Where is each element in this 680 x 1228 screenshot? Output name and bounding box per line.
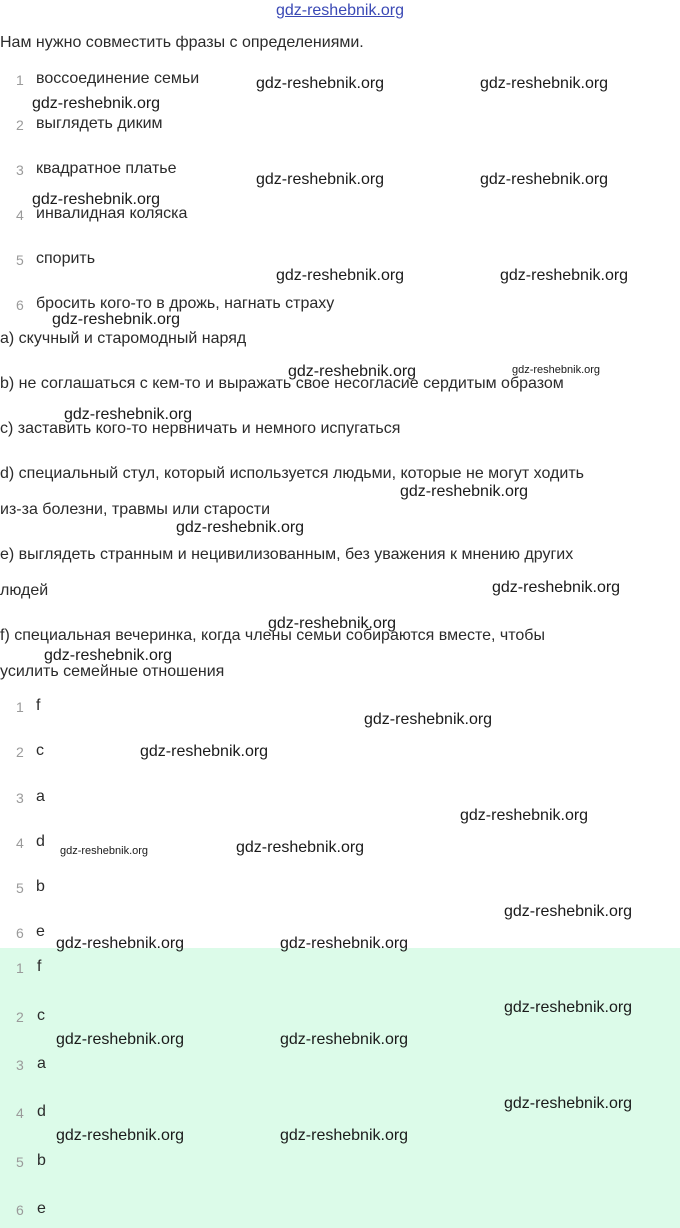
watermark: gdz-reshebnik.org xyxy=(492,579,621,596)
answer-number: 5 xyxy=(16,880,24,896)
watermark: gdz-reshebnik.org xyxy=(64,406,193,423)
answer-letter: e xyxy=(36,923,45,940)
watermark: gdz-reshebnik.org xyxy=(504,903,633,920)
answer-letter: d xyxy=(37,1103,46,1120)
answer-number: 4 xyxy=(16,835,24,851)
task-intro: Нам нужно совместить фразы с определениями. xyxy=(0,34,364,51)
watermark: gdz-reshebnik.org xyxy=(280,1031,409,1048)
definition-line: из-за болезни, травмы или старости xyxy=(0,501,271,518)
watermark: gdz-reshebnik.org xyxy=(56,1127,185,1144)
answer-letter: a xyxy=(36,788,45,805)
answer-letter: b xyxy=(36,878,45,895)
watermark: gdz-reshebnik.org xyxy=(276,267,405,284)
phrase-number: 3 xyxy=(16,162,24,178)
definition-line: d) специальный стул, который используется людьми, которые не могут ходить xyxy=(0,465,584,482)
definition-line: b) не соглашаться с кем-то и выражать свое несогласие сердитым образом xyxy=(0,375,564,392)
phrase-text: инвалидная коляска xyxy=(36,205,188,222)
phrase-text: спорить xyxy=(36,250,96,267)
site-link-header[interactable]: gdz-reshebnik.org xyxy=(275,2,405,19)
phrase-text: выглядеть диким xyxy=(36,115,163,132)
watermark: gdz-reshebnik.org xyxy=(44,647,173,664)
watermark: gdz-reshebnik.org xyxy=(56,1031,185,1048)
watermark: gdz-reshebnik.org xyxy=(236,839,365,856)
answer-number: 5 xyxy=(16,1154,24,1170)
definition-line: людей xyxy=(0,582,49,599)
answer-number: 2 xyxy=(16,1009,24,1025)
answer-number: 1 xyxy=(16,699,24,715)
answer-letter: b xyxy=(37,1152,46,1169)
answer-letter: e xyxy=(37,1200,46,1217)
watermark: gdz-reshebnik.org xyxy=(32,95,161,112)
watermark: gdz-reshebnik.org xyxy=(32,191,161,208)
phrase-text: бросить кого-то в дрожь, нагнать страху xyxy=(36,295,335,312)
watermark: gdz-reshebnik.org xyxy=(268,615,397,632)
answer-number: 4 xyxy=(16,1105,24,1121)
answer-letter: f xyxy=(37,958,42,975)
watermark: gdz-reshebnik.org xyxy=(280,935,409,952)
watermark: gdz-reshebnik.org xyxy=(256,75,385,92)
definition-line: усилить семейные отношения xyxy=(0,663,225,680)
answer-letter: f xyxy=(36,697,41,714)
answer-number: 3 xyxy=(16,1057,24,1073)
answer-number: 3 xyxy=(16,790,24,806)
watermark: gdz-reshebnik.org xyxy=(460,807,589,824)
phrase-number: 1 xyxy=(16,72,24,88)
phrase-number: 2 xyxy=(16,117,24,133)
answer-number: 1 xyxy=(16,960,24,976)
phrase-number: 6 xyxy=(16,297,24,313)
definition-line: c) заставить кого-то нервничать и немного испугаться xyxy=(0,420,401,437)
watermark: gdz-reshebnik.org xyxy=(504,1095,633,1112)
watermark: gdz-reshebnik.org xyxy=(140,743,269,760)
watermark: gdz-reshebnik.org xyxy=(400,483,529,500)
phrase-number: 4 xyxy=(16,207,24,223)
answer-number: 6 xyxy=(16,925,24,941)
watermark: gdz-reshebnik.org xyxy=(56,935,185,952)
watermark: gdz-reshebnik.org xyxy=(256,171,385,188)
highlighted-answer-panel xyxy=(0,948,680,1228)
definition-line: e) выглядеть странным и нецивилизованным, без уважения к мнению других xyxy=(0,546,574,563)
phrase-text: квадратное платье xyxy=(36,160,177,177)
watermark: gdz-reshebnik.org xyxy=(60,845,149,857)
watermark: gdz-reshebnik.org xyxy=(52,311,181,328)
definition-line: f) специальная вечеринка, когда члены семьи собираются вместе, чтобы xyxy=(0,627,545,644)
answer-number: 2 xyxy=(16,744,24,760)
answer-letter: c xyxy=(36,742,44,759)
watermark: gdz-reshebnik.org xyxy=(500,267,629,284)
watermark: gdz-reshebnik.org xyxy=(480,75,609,92)
phrase-number: 5 xyxy=(16,252,24,268)
answer-letter: d xyxy=(36,833,45,850)
definition-line: a) скучный и старомодный наряд xyxy=(0,330,247,347)
watermark: gdz-reshebnik.org xyxy=(364,711,493,728)
watermark: gdz-reshebnik.org xyxy=(512,364,601,376)
answer-letter: a xyxy=(37,1055,46,1072)
watermark: gdz-reshebnik.org xyxy=(504,999,633,1016)
answer-number: 6 xyxy=(16,1202,24,1218)
watermark: gdz-reshebnik.org xyxy=(288,363,417,380)
answer-letter: c xyxy=(37,1007,45,1024)
watermark: gdz-reshebnik.org xyxy=(176,519,305,536)
watermark: gdz-reshebnik.org xyxy=(280,1127,409,1144)
phrase-text: воссоединение семьи xyxy=(36,70,200,87)
watermark: gdz-reshebnik.org xyxy=(480,171,609,188)
